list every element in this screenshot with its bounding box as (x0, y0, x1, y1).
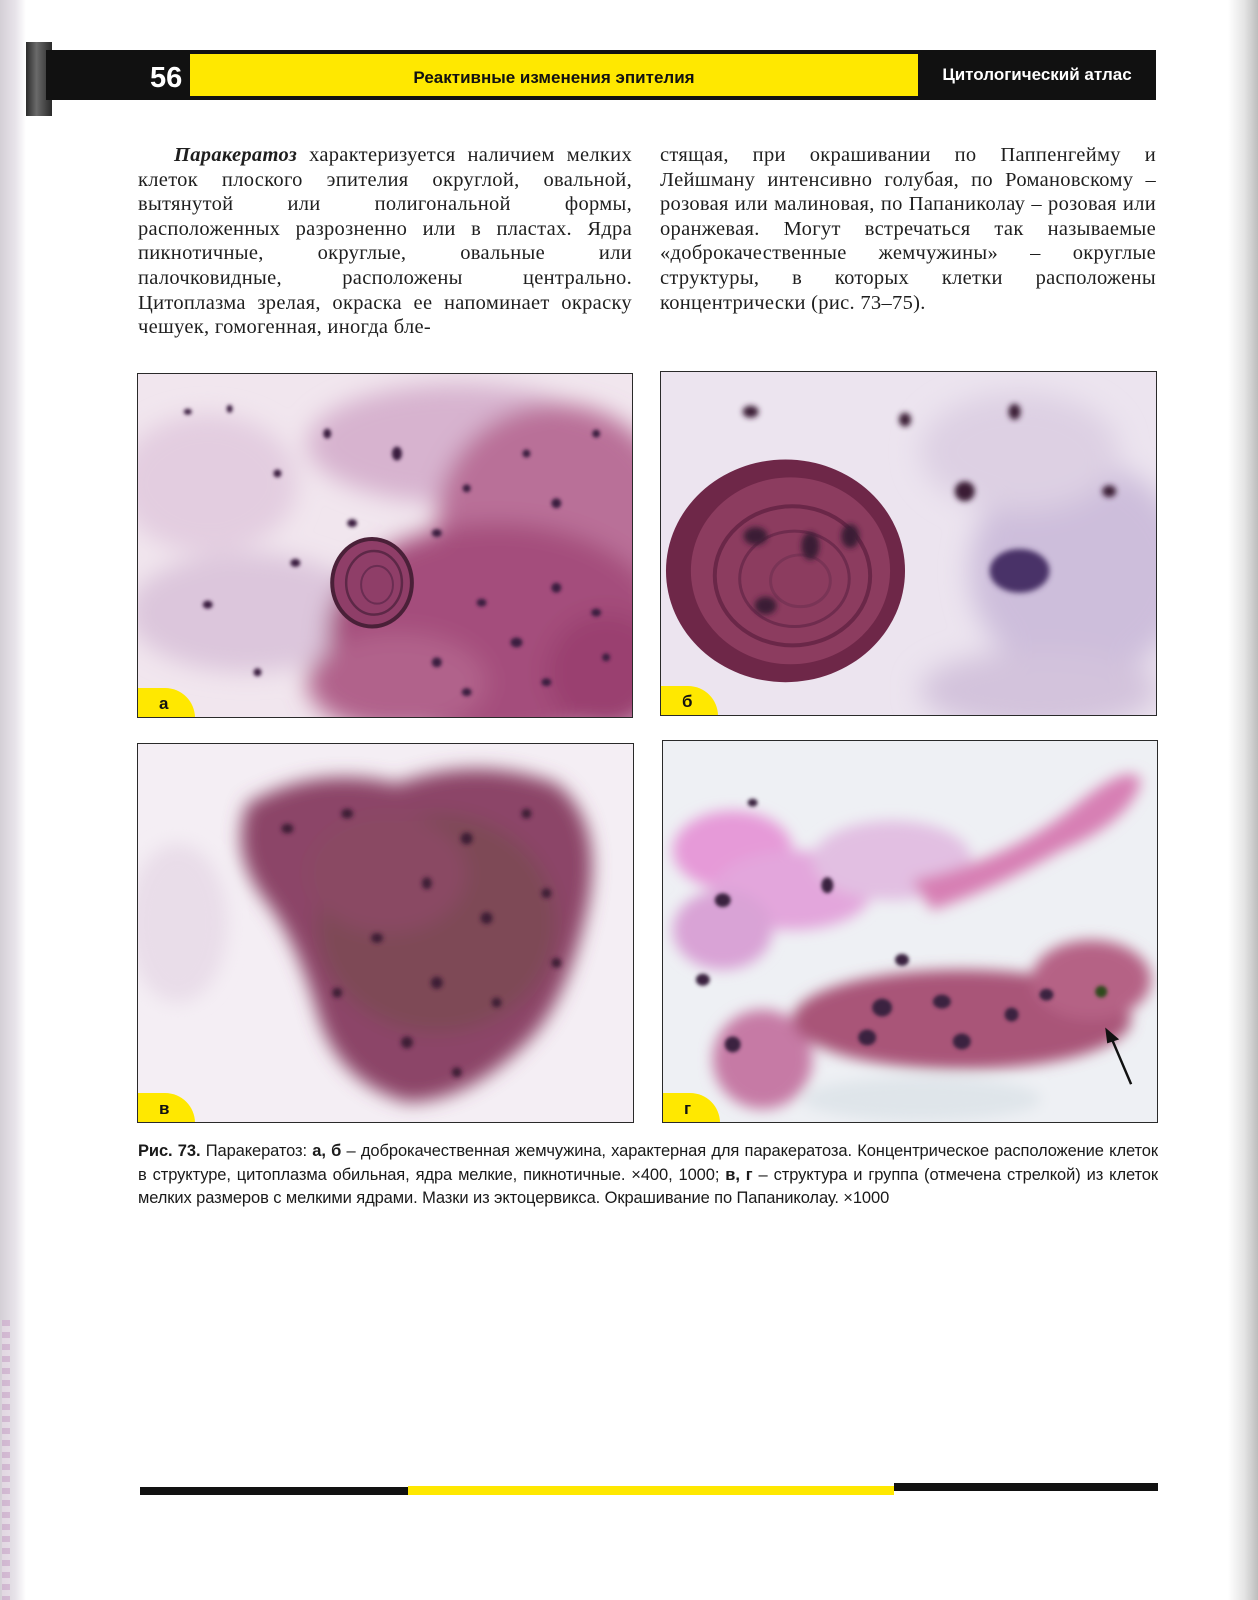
micrograph-a (137, 373, 633, 718)
term-parakeratosis: Паракератоз (174, 144, 298, 166)
book-title: Цитологический атлас (942, 65, 1132, 84)
caption-text-2: – доброкачественная жемчужина, характерная для паракератоза. Концентрическое расположение клеток в структуре, цитоплазма обильная, ядра мелкие, пикнотичные. ×400, 1000; (138, 1142, 1158, 1184)
micrograph-b (660, 371, 1157, 716)
micrograph-a-image (138, 374, 632, 717)
panel-label-g: г (662, 1093, 720, 1123)
footer-rule-right (894, 1483, 1158, 1491)
panel-label-b: б (660, 686, 718, 716)
micrograph-g (662, 740, 1158, 1123)
caption-bold-vg: в, г (725, 1165, 753, 1184)
header-bottom-rule (190, 96, 1156, 100)
caption-figure-label: Рис. 73. (138, 1142, 201, 1160)
figure-caption (138, 1140, 1158, 1211)
text-column-right: стящая, при окрашивании по Паппенгейму и Лейшману интенсивно голубая, по Романовскому – розовая или малиновая, по Папаниколау – розовая или оранжевая. Могут встречаться так называемые «доброкачественные жемчужины» – округлые структуры, в которых клетки расположены концентрически (рис. 73–75). (660, 144, 1156, 314)
micrograph-v-image (138, 744, 633, 1122)
text-column-left (138, 143, 632, 340)
page-number: 56 (150, 62, 183, 94)
panel-label-v: в (137, 1093, 195, 1123)
micrograph-v (137, 743, 634, 1123)
footer-rule-yellow (408, 1486, 894, 1495)
micrograph-b-image (661, 372, 1156, 715)
panel-label-a: а (137, 688, 195, 718)
page-right-edge (1228, 0, 1258, 1600)
left-column-text: характеризуется наличием мелких клеток плоского эпителия округлой, овальной, вытянутой или полигональной формы, расположенных разрозненно или в пластах. Ядра пикнотичные, округлые, овальные или палочковидные, расположены центрально. Цитоплазма зрелая, окраска ее напоминает окраску чешуек, гомогенная, иногда бле- (138, 144, 632, 339)
section-title: Реактивные изменения эпителия (413, 68, 695, 87)
micrograph-g-image (663, 741, 1157, 1122)
caption-text-1: Паракератоз: (200, 1142, 313, 1160)
caption-bold-ab: а, б (312, 1142, 342, 1160)
footer-rule-left (140, 1487, 408, 1495)
caption-text-3: – структура и группа (отмечена стрелкой) из клеток мелких размеров с мелкими ядрами. Мазки из эктоцервикса. Окрашивание по Папаниколау. ×1000 (138, 1165, 1159, 1207)
page-edge-mark (2, 1320, 10, 1600)
